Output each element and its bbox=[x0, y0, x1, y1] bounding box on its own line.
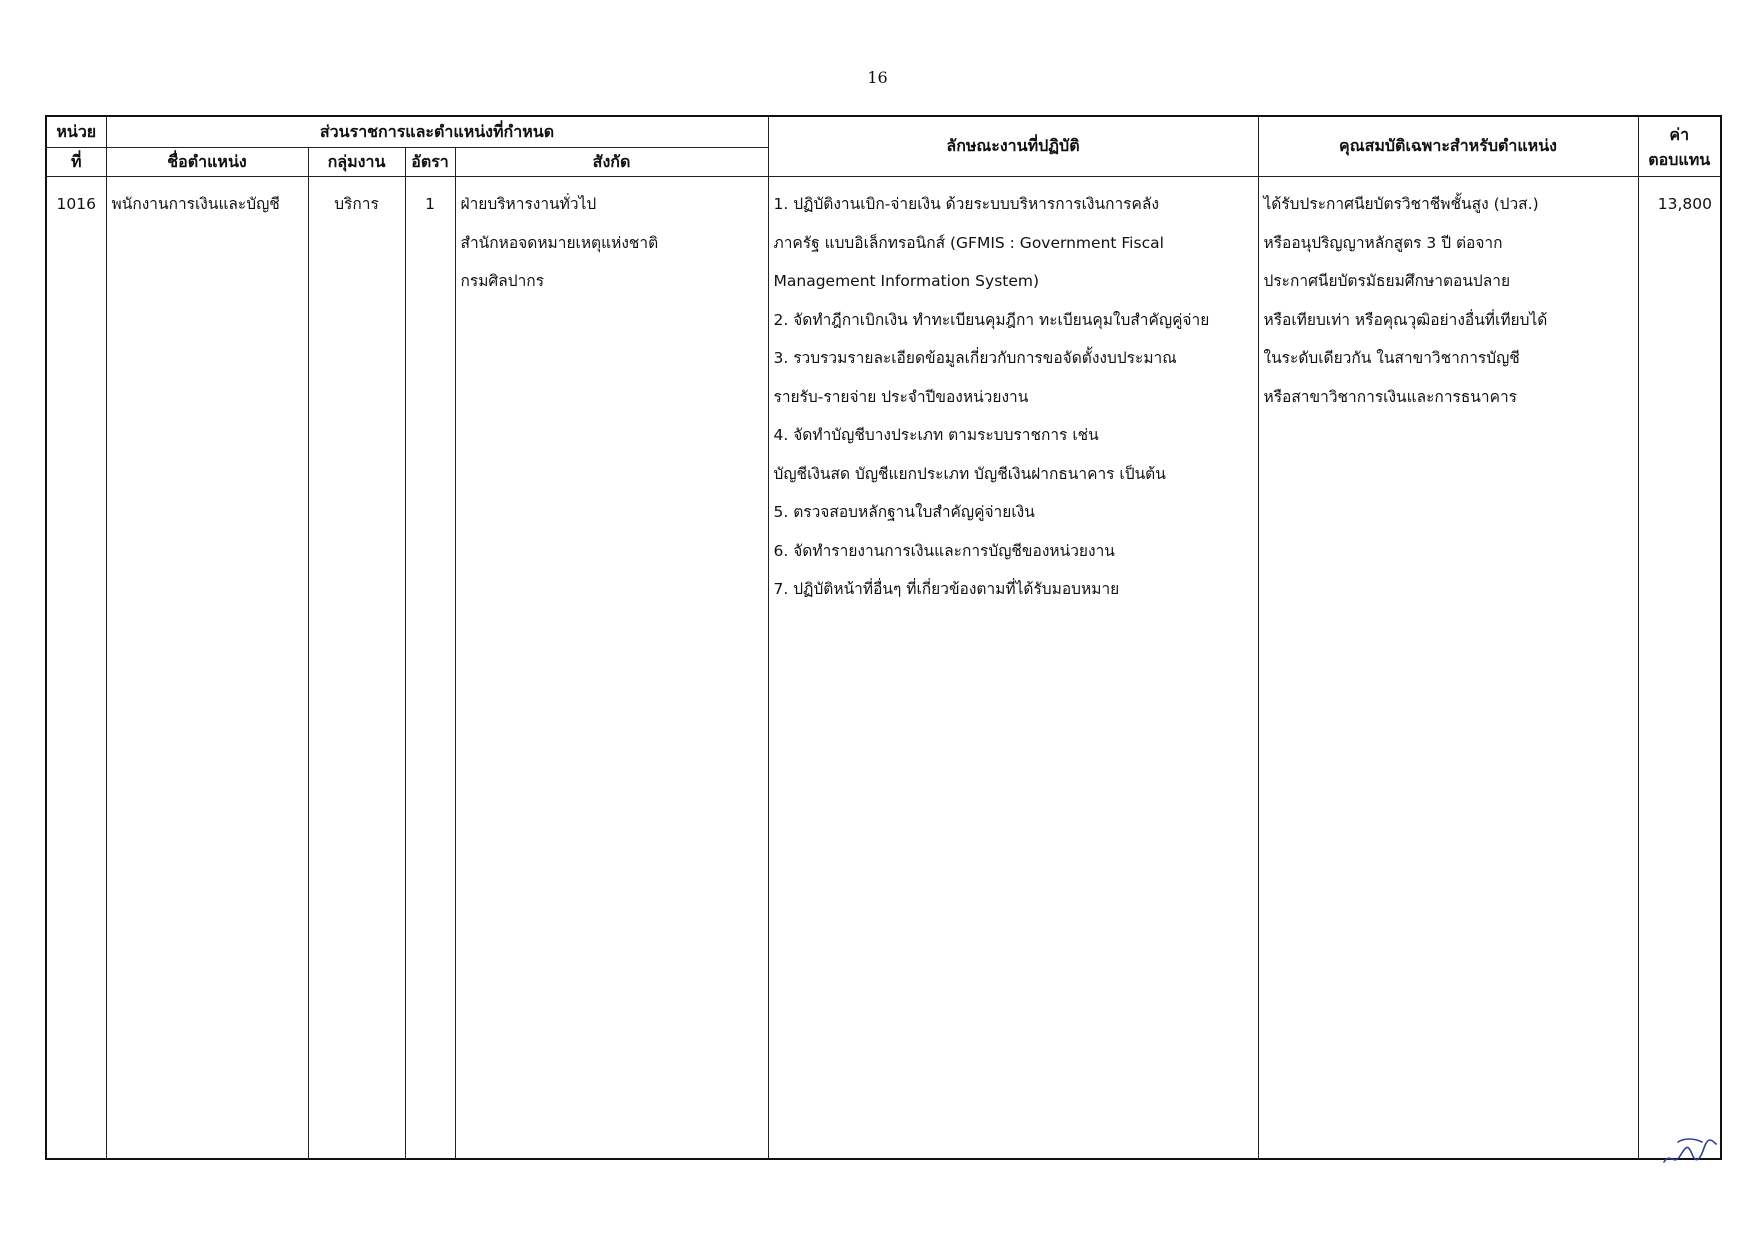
page-number: 16 bbox=[867, 68, 888, 87]
handwritten-signature bbox=[1660, 1130, 1720, 1170]
qualifications-cell bbox=[1258, 177, 1638, 1160]
qualifications-text bbox=[1259, 177, 1638, 416]
qualification-line: ประกาศนียบัตรมัธยมศึกษาตอนปลาย bbox=[1263, 272, 1511, 290]
job-description-line: 5. ตรวจสอบหลักฐานใบสำคัญคู่จ่ายเงิน bbox=[773, 503, 1035, 521]
job-description-line: บัญชีเงินสด บัญชีแยกประเภท บัญชีเงินฝากธนาคาร เป็นต้น bbox=[773, 464, 1166, 483]
affiliation-header: สังกัด bbox=[455, 148, 768, 177]
rate-header: อัตรา bbox=[405, 148, 455, 177]
job-description-line: 6. จัดทำรายงานการเงินและการบัญชีของหน่วยงาน bbox=[773, 541, 1115, 560]
affiliation-text bbox=[456, 177, 768, 301]
compensation: 13,800 bbox=[1657, 195, 1712, 213]
job-description-line: 2. จัดทำฎีกาเบิกเงิน ทำทะเบียนคุมฎีกา ทะเบียนคุมใบสำคัญคู่จ่าย bbox=[773, 310, 1210, 329]
work-group-header: กลุ่มงาน bbox=[308, 148, 405, 177]
job-description-line: Management Information System) bbox=[773, 272, 1040, 290]
position-table bbox=[45, 115, 1722, 1160]
job-description-line: 4. จัดทำบัญชีบางประเภท ตามระบบราชการ เช่น bbox=[773, 426, 1099, 444]
job-description-line: ภาครัฐ แบบอิเล็กทรอนิกส์ (GFMIS : Government Fiscal bbox=[773, 233, 1164, 252]
work-group-cell bbox=[308, 177, 405, 1160]
qualification-line: ได้รับประกาศนียบัตรวิชาชีพชั้นสูง (ปวส.) bbox=[1263, 195, 1539, 213]
position-name-cell bbox=[106, 177, 308, 1160]
affiliation-line: ฝ่ายบริหารงานทั่วไป bbox=[460, 195, 597, 213]
job-description-line: 3. รวบรวมรายละเอียดข้อมูลเกี่ยวกับการขอจัดตั้งงบประมาณ bbox=[773, 349, 1177, 367]
job-description-line: 1. ปฏิบัติงานเบิก-จ่ายเงิน ด้วยระบบบริหารการเงินการคลัง bbox=[773, 195, 1159, 213]
rate: 1 bbox=[425, 195, 435, 213]
affiliation-line: กรมศิลปากร bbox=[460, 272, 545, 290]
affiliation-line: สำนักหอจดหมายเหตุแห่งชาติ bbox=[460, 233, 659, 252]
rate-cell bbox=[405, 177, 455, 1160]
header-row-1 bbox=[46, 116, 1721, 148]
affiliation-cell bbox=[455, 177, 768, 1160]
job-description-line: รายรับ-รายจ่าย ประจำปีของหน่วยงาน bbox=[773, 387, 1029, 406]
qualification-line: ในระดับเดียวกัน ในสาขาวิชาการบัญชี bbox=[1263, 349, 1520, 367]
job-description-cell bbox=[768, 177, 1258, 1160]
job-description-text bbox=[769, 177, 1258, 609]
unit-no-cell bbox=[46, 177, 106, 1160]
section-header: ส่วนราชการและตำแหน่งที่กำหนด bbox=[106, 116, 768, 148]
unit-no-header-top: หน่วย bbox=[46, 116, 106, 148]
unit-no: 1016 bbox=[56, 195, 96, 213]
qualification-line: หรืออนุปริญญาหลักสูตร 3 ปี ต่อจาก bbox=[1263, 233, 1503, 252]
job-description-header: ลักษณะงานที่ปฏิบัติ bbox=[768, 116, 1258, 177]
compensation-cell bbox=[1638, 177, 1721, 1160]
qualifications-header: คุณสมบัติเฉพาะสำหรับตำแหน่ง bbox=[1258, 116, 1638, 177]
unit-no-header-bottom: ที่ bbox=[46, 148, 106, 177]
qualification-line: หรือสาขาวิชาการเงินและการธนาคาร bbox=[1263, 387, 1518, 406]
table-row bbox=[46, 177, 1721, 1160]
work-group: บริการ bbox=[334, 195, 379, 213]
qualification-line: หรือเทียบเท่า หรือคุณวุฒิอย่างอื่นที่เทียบได้ bbox=[1263, 310, 1548, 329]
position-name-header: ชื่อตำแหน่ง bbox=[106, 148, 308, 177]
position-name: พนักงานการเงินและบัญชี bbox=[111, 195, 280, 213]
job-description-line: 7. ปฏิบัติหน้าที่อื่นๆ ที่เกี่ยวข้องตามที่ได้รับมอบหมาย bbox=[773, 580, 1120, 598]
compensation-header: ค่าตอบแทน bbox=[1638, 116, 1721, 177]
